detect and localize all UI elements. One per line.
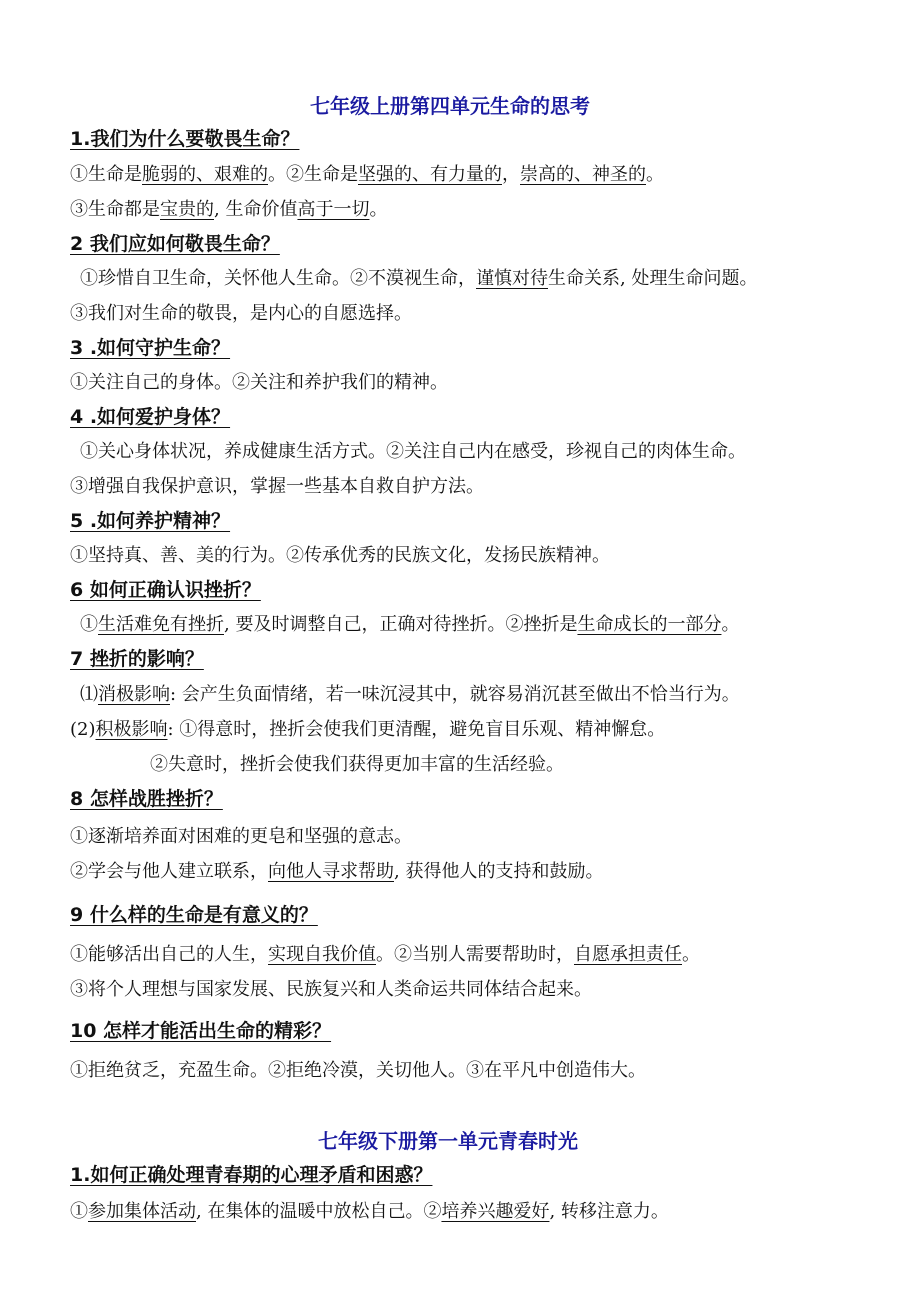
answer-text: ①拒绝贫乏，充盈生命。②拒绝冷漠，关切他人。③在平凡中创造伟大。 [70, 1060, 646, 1081]
section-heading: 七年级下册第一单元青春时光 [318, 1129, 578, 1153]
key-phrase: 实现自我价值 [268, 944, 376, 965]
answer-text: ①生命是 [70, 164, 142, 185]
question-title [70, 1016, 331, 1043]
answer-line [70, 822, 412, 848]
key-phrase: 谨慎对待 [476, 268, 548, 289]
question-text: 8 怎样战胜挫折？ [70, 788, 223, 810]
answer-line [70, 299, 412, 325]
answer-line [80, 680, 740, 706]
section-heading: 七年级上册第四单元生命的思考 [310, 94, 590, 118]
answer-text: 。 [369, 199, 388, 220]
answer-text: ①坚持真、善、美的行为。②传承优秀的民族文化，发扬民族精神。 [70, 545, 610, 566]
key-phrase: 脆弱的、艰难的 [142, 164, 268, 185]
question-text: 2 我们应如何敬畏生命？ [70, 233, 280, 255]
answer-text: ① [80, 614, 98, 635]
answer-text: , 获得他人的支持和鼓励。 [394, 861, 604, 882]
answer-text: 。②当别人需要帮助时， [376, 944, 574, 965]
answer-line [70, 1197, 669, 1223]
question-text: 7 挫折的影响？ [70, 648, 204, 670]
question-title [70, 575, 261, 602]
question-title [70, 506, 230, 533]
question-text: 6 如何正确认识挫折？ [70, 579, 261, 601]
answer-text: ①关心身体状况，养成健康生活方式。②关注自己内在感受，珍视自己的肉体生命。 [80, 441, 746, 462]
answer-text: 。 [646, 164, 664, 185]
answer-text: 。②生命是 [268, 164, 358, 185]
question-title [70, 900, 318, 927]
question-text: 3 .如何守护生命？ [70, 337, 231, 359]
answer-text: ③生命都是 [70, 199, 160, 220]
answer-line [150, 750, 564, 776]
answer-text: : ①得意时，挫折会使我们更清醒，避免盲目乐观、精神懈怠。 [167, 719, 666, 740]
answer-line [70, 715, 665, 741]
answer-text: , 转移注意力。 [549, 1201, 669, 1222]
answer-line [70, 160, 664, 186]
key-phrase: 生命成长的一部分 [577, 614, 722, 635]
answer-text: ③增强自我保护意识，掌握一些基本自救自护方法。 [70, 476, 484, 497]
answer-line [80, 610, 739, 636]
key-phrase: 参加集体活动 [88, 1201, 196, 1222]
answer-text: ⑴ [80, 684, 98, 705]
question-title [70, 784, 223, 811]
answer-line [70, 368, 448, 394]
question-title [70, 644, 204, 671]
answer-line [70, 857, 603, 883]
question-text: 5 .如何养护精神？ [70, 510, 231, 532]
answer-line [70, 975, 592, 1001]
question-title [70, 229, 280, 256]
question-title [70, 1160, 432, 1187]
answer-line [70, 940, 700, 966]
key-phrase: 消极影响 [98, 684, 170, 705]
answer-text: , 在集体的温暖中放松自己。② [196, 1201, 442, 1222]
answer-text: ， [502, 164, 520, 185]
answer-text: 。 [682, 944, 700, 965]
key-phrase: 坚强的、有力量的 [358, 164, 502, 185]
answer-text: 生命关系, 处理生命问题。 [548, 268, 758, 289]
question-text: 10 怎样才能活出生命的精彩？ [70, 1020, 332, 1042]
question-text: 4 .如何爱护身体？ [70, 406, 231, 428]
key-phrase: 积极影响 [95, 719, 168, 740]
key-phrase: 崇高的、神圣的 [520, 164, 646, 185]
question-text: 1.我们为什么要敬畏生命？ [70, 128, 300, 150]
answer-line [80, 437, 746, 463]
answer-line [70, 1056, 646, 1082]
answer-line [70, 472, 484, 498]
answer-text: ②学会与他人建立联系， [70, 861, 268, 882]
answer-text: ③我们对生命的敬畏，是内心的自愿选择。 [70, 303, 412, 324]
answer-text: , 要及时调整自己，正确对待挫折。②挫折是 [224, 614, 578, 635]
question-title [70, 402, 230, 429]
answer-text: : 会产生负面情绪，若一味沉浸其中，就容易消沉甚至做出不恰当行为。 [170, 684, 740, 705]
key-phrase: 生活难免有挫折 [98, 614, 224, 635]
key-phrase: 宝贵的 [160, 199, 214, 220]
key-phrase: 自愿承担责任 [574, 944, 682, 965]
question-text: 9 什么样的生命是有意义的？ [70, 904, 318, 926]
key-phrase: 培养兴趣爱好 [441, 1201, 550, 1222]
question-text: 1.如何正确处理青春期的心理矛盾和困惑？ [70, 1164, 433, 1186]
answer-line [70, 541, 610, 567]
answer-text: ③将个人理想与国家发展、民族复兴和人类命运共同体结合起来。 [70, 979, 592, 1000]
answer-text: ①逐渐培养面对困难的更皂和坚强的意志。 [70, 826, 412, 847]
key-phrase: 高于一切 [297, 199, 370, 220]
answer-line [80, 264, 757, 290]
question-title [70, 333, 230, 360]
answer-text: ①能够活出自己的人生， [70, 944, 268, 965]
answer-text: 。 [721, 614, 740, 635]
answer-text: , 生命价值 [214, 199, 298, 220]
answer-text: ①关注自己的身体。②关注和养护我们的精神。 [70, 372, 448, 393]
key-phrase: 向他人寻求帮助 [268, 861, 394, 882]
answer-line [70, 195, 387, 221]
answer-text: (2) [70, 719, 96, 740]
answer-text: ②失意时，挫折会使我们获得更加丰富的生活经验。 [150, 754, 564, 775]
question-title [70, 124, 299, 151]
answer-text: ① [70, 1201, 88, 1222]
answer-text: ①珍惜自卫生命，关怀他人生命。②不漠视生命， [80, 268, 476, 289]
